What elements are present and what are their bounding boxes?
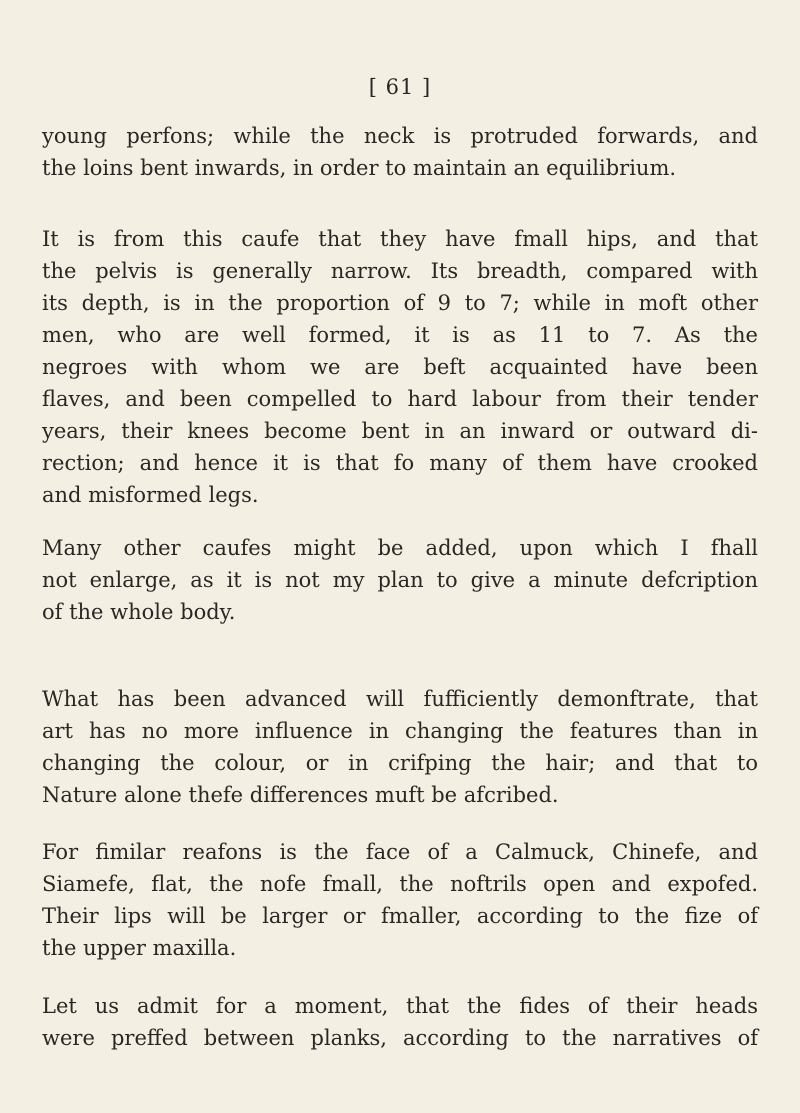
text-line: art has no more influence in changing the features than in bbox=[42, 719, 758, 743]
text-line: the upper maxilla. bbox=[42, 936, 237, 960]
text-line: the loins bent inwards, in order to maintain an equilibrium. bbox=[42, 156, 677, 180]
text-line: and misformed legs. bbox=[42, 483, 259, 507]
paragraph-5 bbox=[42, 836, 758, 964]
text-line: were preffed between planks, according to the narratives of bbox=[42, 1026, 758, 1050]
text-line: What has been advanced will fufficiently demonftrate, that bbox=[42, 687, 758, 711]
text-line: Let us admit for a moment, that the fides of their heads bbox=[42, 994, 758, 1018]
text-line: changing the colour, or in crifping the hair; and that to bbox=[42, 751, 758, 775]
paragraph-3 bbox=[42, 532, 758, 628]
text-line: its depth, is in the proportion of 9 to 7; while in moft other bbox=[42, 291, 758, 315]
text-line: rection; and hence it is that fo many of them have crooked bbox=[42, 451, 758, 475]
text-line: For fimilar reafons is the face of a Calmuck, Chinefe, and bbox=[42, 840, 758, 864]
paragraph-4 bbox=[42, 683, 758, 811]
paragraph-1 bbox=[42, 120, 758, 184]
text-line: Their lips will be larger or fmaller, according to the fize of bbox=[42, 904, 758, 928]
text-line: young perfons; while the neck is protruded forwards, and bbox=[42, 124, 758, 148]
text-line: It is from this caufe that they have fmall hips, and that bbox=[42, 227, 758, 251]
text-line: Siamefe, flat, the nofe fmall, the noftrils open and expofed. bbox=[42, 872, 758, 896]
paragraph-2 bbox=[42, 223, 758, 511]
text-line: years, their knees become bent in an inward or outward di- bbox=[42, 419, 758, 443]
paragraph-6 bbox=[42, 990, 758, 1054]
text-line: the pelvis is generally narrow. Its breadth, compared with bbox=[42, 259, 758, 283]
text-line: Nature alone thefe differences muft be afcribed. bbox=[42, 783, 559, 807]
text-line: of the whole body. bbox=[42, 600, 236, 624]
text-line: not enlarge, as it is not my plan to give a minute defcription bbox=[42, 568, 758, 592]
page-number: [ 61 ] bbox=[368, 75, 432, 99]
text-line: flaves, and been compelled to hard labour from their tender bbox=[42, 387, 758, 411]
text-line: Many other caufes might be added, upon which I fhall bbox=[42, 536, 758, 560]
text-line: negroes with whom we are beft acquainted have been bbox=[42, 355, 758, 379]
text-line: men, who are well formed, it is as 11 to 7. As the bbox=[42, 323, 758, 347]
